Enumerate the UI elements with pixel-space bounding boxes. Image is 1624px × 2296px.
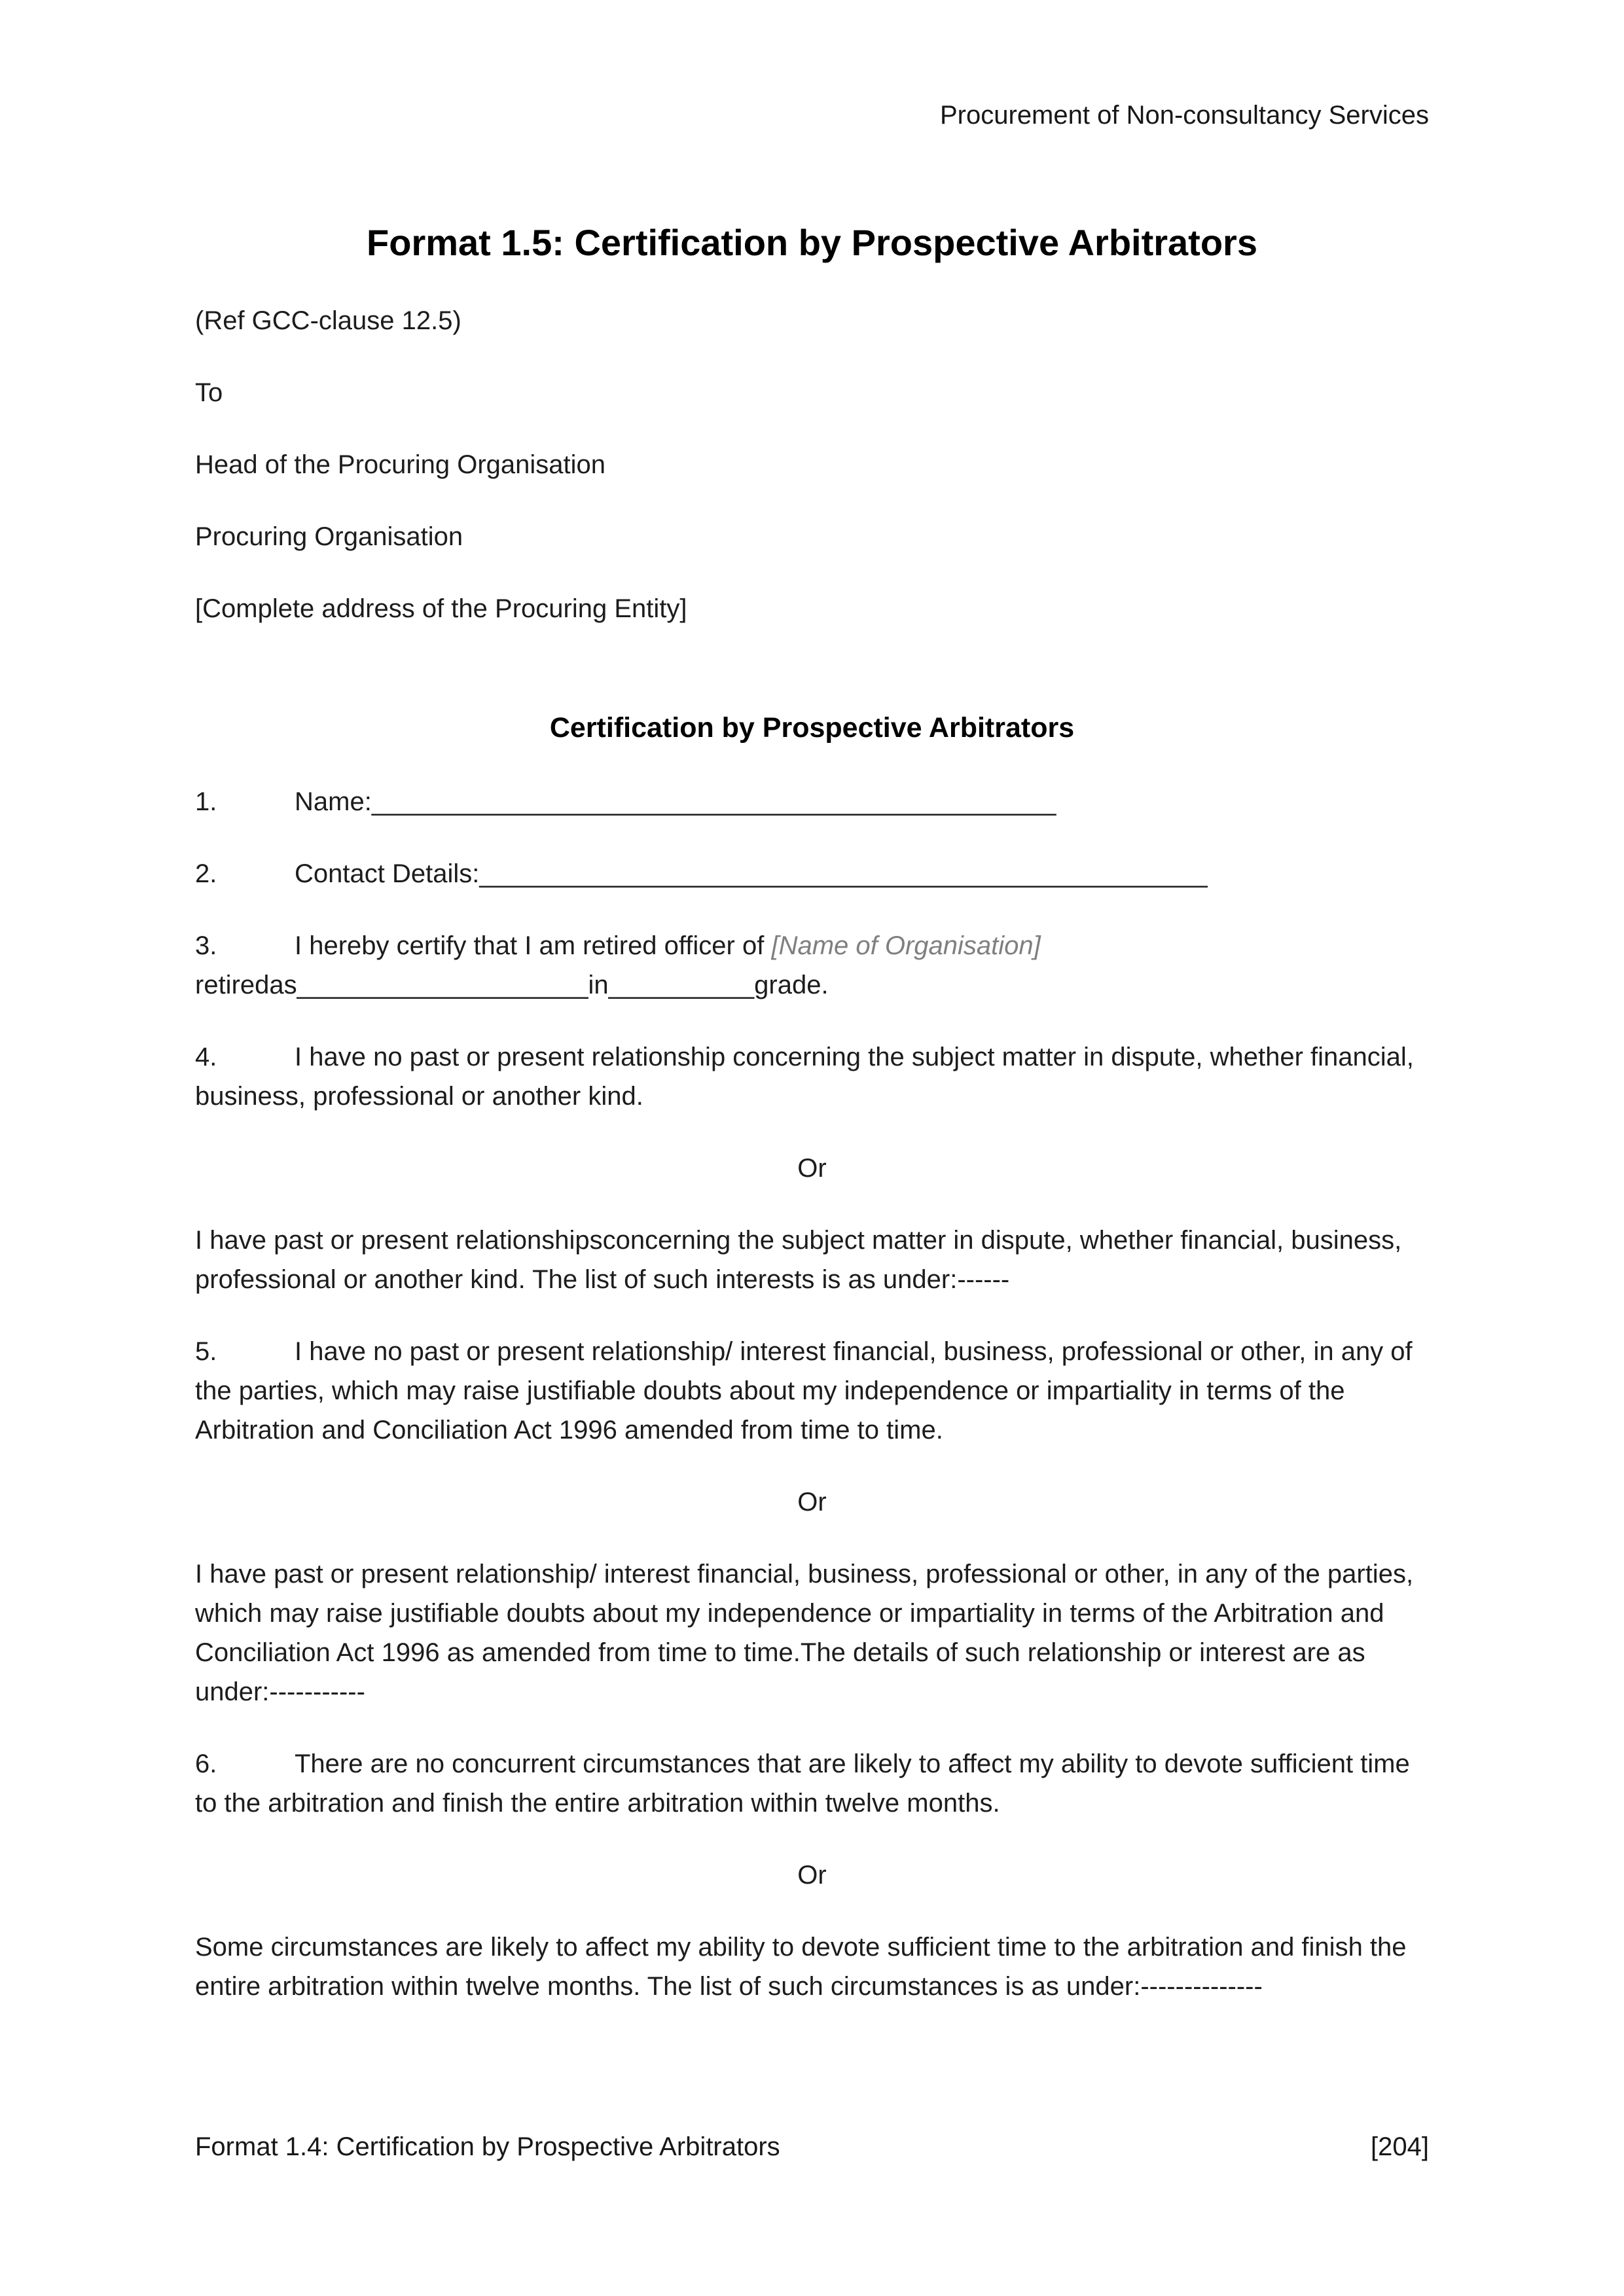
item-1 (195, 782, 1429, 821)
header-text: Procurement of Non-consultancy Services (940, 101, 1429, 130)
footer-title: Format 1.4: Certification by Prospective Arbitrators (195, 2132, 780, 2161)
item-2-number: 2. (195, 859, 217, 888)
or-separator-1: Or (797, 1153, 827, 1183)
addressee-line-1: Head of the Procuring Organisation (195, 450, 606, 480)
item-5-alternative: I have past or present relationship/ interest financial, business, professional or other, in any of the parties, which may raise justifiable doubts about my independence or impartiality in terms of the Arbitration and Conciliation Act 1996 as amended from time to time.The details of such relationship or interest are as under:----------- (195, 1559, 1414, 1706)
item-5-text: I have no past or present relationship/ interest financial, business, professional or other, in any of the parties, which may raise justifiable doubts about my independence or impartiality in terms of the Arbitration and Conciliation Act 1996 amended from time to time. (195, 1336, 1413, 1444)
item-4-alternative: I have past or present relationshipsconcerning the subject matter in dispute, whether financial, business, professional or another kind. The list of such interests is as under:------ (195, 1225, 1402, 1294)
item-3 (195, 926, 1429, 1005)
item-2-text: Contact Details:__________________________________________________ (295, 859, 1208, 888)
item-6-number: 6. (195, 1749, 217, 1778)
or-separator-3: Or (797, 1860, 827, 1890)
item-6-text: There are no concurrent circumstances that are likely to affect my ability to devote sufficient time to the arbitration and finish the entire arbitration within twelve months. (195, 1749, 1410, 1818)
ref-clause-line: (Ref GCC-clause 12.5) (195, 306, 461, 336)
item-3-organisation-placeholder: [Name of Organisation] (771, 931, 1041, 960)
document-title: Format 1.5: Certification by Prospective Arbitrators (367, 222, 1257, 263)
addressee-line-3: [Complete address of the Procuring Entity] (195, 594, 687, 624)
or-separator-2: Or (797, 1487, 827, 1516)
item-4-number: 4. (195, 1042, 217, 1071)
item-4-text: I have no past or present relationship concerning the subject matter in dispute, whether financial, business, professional or another kind. (195, 1042, 1414, 1111)
footer-page-number: [204] (1371, 2132, 1429, 2161)
item-3-number: 3. (195, 931, 217, 960)
item-4 (195, 1037, 1429, 1116)
item-3-text: I hereby certify that I am retired officer of (295, 931, 772, 960)
item-6-alternative: Some circumstances are likely to affect my ability to devote sufficient time to the arbitration and finish the entire arbitration within twelve months. The list of such circumstances is as under:-------------- (195, 1932, 1407, 2001)
item-6 (195, 1744, 1429, 1823)
addressee-line-2: Procuring Organisation (195, 522, 463, 552)
item-5 (195, 1332, 1429, 1450)
to-line: To (195, 378, 223, 408)
section-heading: Certification by Prospective Arbitrators (549, 712, 1075, 744)
page-header (195, 97, 1429, 134)
item-2 (195, 854, 1429, 893)
item-3-line-2: retiredas____________________in__________grade. (195, 970, 829, 999)
page-footer (195, 2132, 1429, 2162)
item-5-number: 5. (195, 1336, 217, 1366)
item-1-text: Name:_______________________________________________ (295, 787, 1056, 816)
item-1-number: 1. (195, 787, 217, 816)
